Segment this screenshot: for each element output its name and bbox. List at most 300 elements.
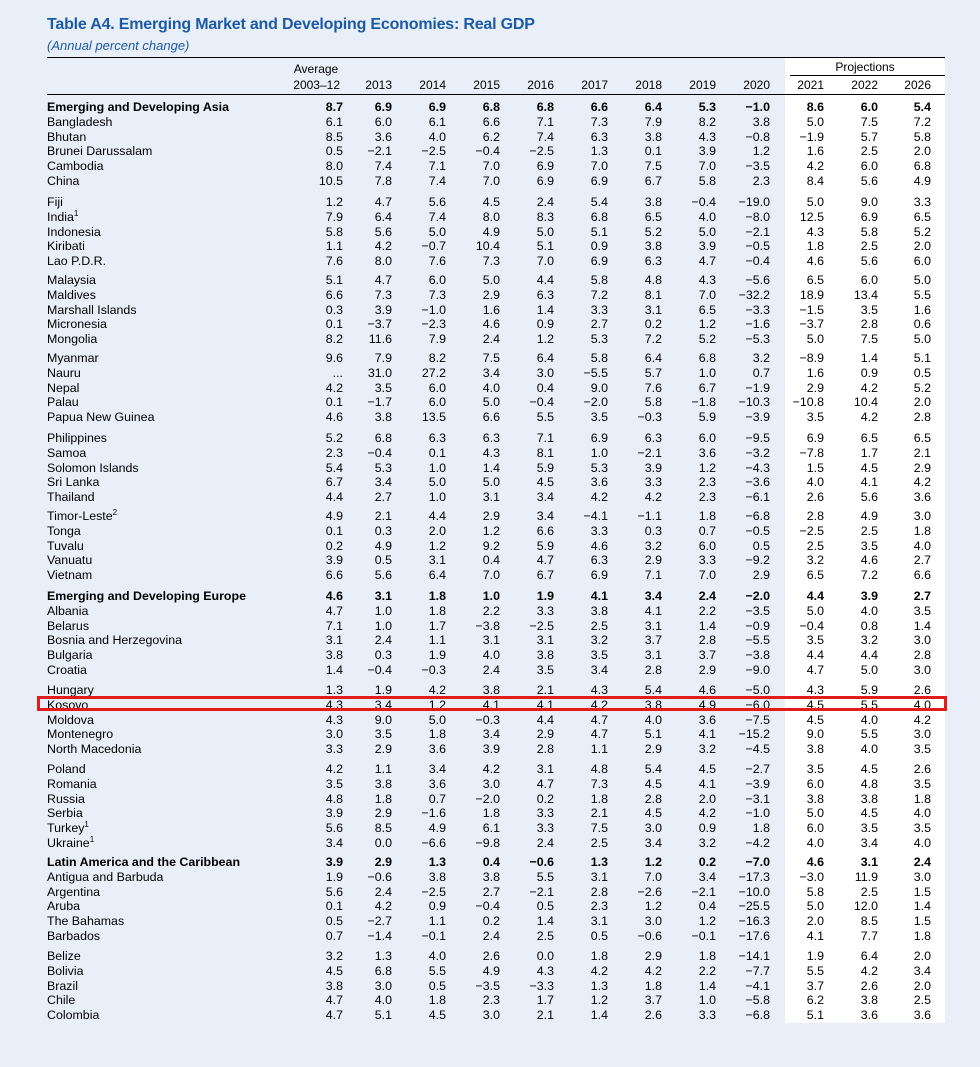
country-label: Kosovo <box>47 697 89 712</box>
value-cell: 4.1 <box>590 589 608 603</box>
value-cell: 4.6 <box>325 589 343 603</box>
value-cell: 1.9 <box>374 683 392 697</box>
value-cell: 0.8 <box>860 618 878 633</box>
value-cell: 6.8 <box>536 100 554 114</box>
value-cell: 4.3 <box>590 683 608 697</box>
value-cell: 7.5 <box>590 821 608 836</box>
value-cell: 8.5 <box>374 821 392 836</box>
value-cell: 4.3 <box>325 712 343 727</box>
value-cell: 3.4 <box>374 697 392 712</box>
value-cell: 5.6 <box>860 490 878 505</box>
country-label: Argentina <box>47 884 101 899</box>
country-label: Thailand <box>47 490 95 505</box>
value-cell: 3.2 <box>590 633 608 648</box>
value-cell: 3.4 <box>325 836 343 850</box>
country-label: Tuvalu <box>47 538 84 553</box>
value-cell: −2.1 <box>637 445 662 460</box>
value-cell: 4.0 <box>698 209 716 224</box>
country-name <box>47 777 97 792</box>
value-cell: 7.5 <box>860 114 878 129</box>
value-cell: 3.8 <box>374 776 392 791</box>
value-cell: 2.9 <box>913 460 931 475</box>
value-cell: 6.7 <box>698 380 716 395</box>
table-row <box>0 446 980 461</box>
country-name <box>47 727 113 742</box>
value-cell: 2.6 <box>644 1008 662 1023</box>
value-cell: 4.6 <box>482 317 500 332</box>
value-cell: 5.6 <box>325 884 343 899</box>
value-cell: 4.7 <box>374 195 392 209</box>
value-cell: 1.4 <box>325 663 343 677</box>
value-cell: 7.4 <box>536 129 554 144</box>
value-cell: 5.6 <box>860 254 878 269</box>
value-cell: 1.3 <box>590 855 608 869</box>
value-cell: 3.5 <box>860 538 878 553</box>
value-cell: 1.4 <box>698 978 716 993</box>
value-cell: −3.7 <box>799 317 824 332</box>
value-cell: 0.5 <box>913 365 931 380</box>
value-cell: −1.8 <box>691 395 716 410</box>
value-cell: 4.1 <box>536 697 554 712</box>
country-name <box>47 855 240 870</box>
value-cell: 4.5 <box>482 195 500 209</box>
country-name <box>47 993 75 1008</box>
column-header: 2022 <box>851 78 878 92</box>
value-cell: 1.8 <box>590 791 608 806</box>
value-cell: 4.5 <box>860 460 878 475</box>
value-cell: 13.4 <box>853 287 878 302</box>
country-name <box>47 742 141 757</box>
value-cell: −0.4 <box>691 195 716 209</box>
value-cell: 5.0 <box>482 273 500 287</box>
value-cell: 7.0 <box>536 254 554 269</box>
value-cell: 1.9 <box>536 589 554 603</box>
value-cell: −1.5 <box>799 302 824 317</box>
table-row <box>0 144 980 159</box>
value-cell: −1.7 <box>367 395 392 410</box>
value-cell: 7.1 <box>536 114 554 129</box>
country-name <box>47 1008 99 1023</box>
value-cell: 4.9 <box>428 821 446 836</box>
value-cell: 8.1 <box>644 287 662 302</box>
country-name <box>47 964 84 979</box>
value-cell: 2.1 <box>374 509 392 523</box>
value-cell: −0.3 <box>637 410 662 425</box>
value-cell: 8.0 <box>325 159 343 174</box>
value-cell: −32.2 <box>738 287 770 302</box>
value-cell: 9.0 <box>806 727 824 742</box>
table-row <box>0 410 980 425</box>
value-cell: 3.4 <box>482 365 500 380</box>
value-cell: 2.8 <box>806 509 824 523</box>
value-cell: 5.8 <box>806 884 824 899</box>
country-name <box>47 174 79 189</box>
country-label: Serbia <box>47 806 83 821</box>
value-cell: 2.4 <box>913 855 931 869</box>
value-cell: −2.3 <box>421 317 446 332</box>
country-label: Philippines <box>47 431 107 445</box>
value-cell: 5.5 <box>860 727 878 742</box>
country-name <box>47 949 81 964</box>
value-cell: −2.5 <box>529 144 554 159</box>
value-cell: 10.4 <box>475 239 500 254</box>
value-cell: 4.1 <box>806 929 824 943</box>
value-cell: 4.6 <box>806 855 824 869</box>
value-cell: 6.6 <box>536 523 554 538</box>
table-row <box>0 303 980 318</box>
value-cell: 5.5 <box>536 869 554 884</box>
value-cell: 3.6 <box>698 712 716 727</box>
value-cell: 7.0 <box>698 159 716 174</box>
table-row <box>0 742 980 757</box>
value-cell: 2.8 <box>913 410 931 425</box>
value-cell: 3.8 <box>644 195 662 209</box>
value-cell: 1.4 <box>590 1008 608 1023</box>
value-cell: 4.2 <box>698 806 716 821</box>
value-cell: 3.2 <box>644 538 662 553</box>
value-cell: 4.2 <box>374 239 392 254</box>
value-cell: 5.4 <box>913 100 931 114</box>
value-cell: 3.8 <box>644 239 662 254</box>
value-cell: 5.3 <box>590 460 608 475</box>
value-cell: 4.8 <box>325 791 343 806</box>
value-cell: 31.0 <box>367 365 392 380</box>
country-name <box>47 159 103 174</box>
country-label: Nepal <box>47 380 80 395</box>
value-cell: 3.1 <box>325 633 343 648</box>
value-cell: 4.0 <box>860 603 878 618</box>
value-cell: 0.9 <box>428 899 446 914</box>
value-cell: 7.6 <box>325 254 343 269</box>
value-cell: 5.0 <box>913 273 931 287</box>
value-cell: 5.6 <box>374 568 392 583</box>
value-cell: 5.1 <box>913 351 931 365</box>
value-cell: 1.2 <box>644 855 662 869</box>
country-label: Bulgaria <box>47 648 93 663</box>
country-name <box>47 254 106 269</box>
value-cell: 6.9 <box>536 174 554 188</box>
value-cell: 3.3 <box>536 806 554 821</box>
value-cell: 2.3 <box>698 490 716 505</box>
value-cell: 5.2 <box>913 380 931 395</box>
table-row <box>0 568 980 583</box>
value-cell: −2.1 <box>367 144 392 159</box>
value-cell: −1.4 <box>367 929 392 943</box>
value-cell: −1.0 <box>745 100 770 114</box>
value-cell: 1.9 <box>325 869 343 884</box>
value-cell: −3.1 <box>745 791 770 806</box>
value-cell: 1.0 <box>698 365 716 380</box>
value-cell: −6.6 <box>421 836 446 850</box>
value-cell: 4.9 <box>698 697 716 712</box>
value-cell: 2.4 <box>536 195 554 209</box>
value-cell: 3.9 <box>860 589 878 603</box>
value-cell: 2.9 <box>482 509 500 523</box>
value-cell: 6.0 <box>428 273 446 287</box>
value-cell: 3.8 <box>428 869 446 884</box>
value-cell: −0.6 <box>637 929 662 943</box>
value-cell: −7.5 <box>745 712 770 727</box>
value-cell: 2.6 <box>806 490 824 505</box>
value-cell: 3.7 <box>698 648 716 663</box>
value-cell: 3.5 <box>374 380 392 395</box>
value-cell: 2.8 <box>536 742 554 757</box>
value-cell: 3.6 <box>428 742 446 757</box>
value-cell: 0.1 <box>325 395 343 410</box>
value-cell: −1.9 <box>799 129 824 144</box>
value-cell: 4.5 <box>644 776 662 791</box>
table-row <box>0 777 980 792</box>
country-label: Tonga <box>47 523 81 538</box>
country-label: Hungary <box>47 683 94 697</box>
value-cell: 1.0 <box>698 993 716 1008</box>
value-cell: 4.8 <box>644 273 662 287</box>
value-cell: 3.1 <box>644 648 662 663</box>
value-cell: 6.6 <box>913 568 931 583</box>
value-cell: 7.4 <box>374 159 392 174</box>
country-label: Emerging and Developing Europe <box>47 589 246 603</box>
value-cell: 3.5 <box>913 603 931 618</box>
value-cell: −0.1 <box>691 929 716 943</box>
value-cell: 4.9 <box>913 174 931 188</box>
country-label: Cambodia <box>47 159 104 174</box>
value-cell: 0.5 <box>752 538 770 553</box>
value-cell: 2.8 <box>698 633 716 648</box>
value-cell: 0.0 <box>536 949 554 963</box>
value-cell: 5.0 <box>860 663 878 677</box>
value-cell: 4.3 <box>698 129 716 144</box>
value-cell: 2.5 <box>590 618 608 633</box>
value-cell: −4.1 <box>745 978 770 993</box>
table-row <box>0 174 980 189</box>
value-cell: −25.5 <box>738 899 770 914</box>
value-cell: 1.0 <box>428 490 446 505</box>
value-cell: −10.3 <box>738 395 770 410</box>
value-cell: −0.6 <box>367 869 392 884</box>
value-cell: 3.3 <box>536 603 554 618</box>
value-cell: −15.2 <box>738 727 770 742</box>
value-cell: 1.5 <box>806 460 824 475</box>
table-row <box>0 604 980 619</box>
country-name <box>47 792 85 807</box>
value-cell: 4.9 <box>482 963 500 978</box>
value-cell: 6.0 <box>698 538 716 553</box>
country-label: Palau <box>47 395 79 410</box>
column-header: 2014 <box>419 78 446 92</box>
value-cell: 2.2 <box>698 603 716 618</box>
country-label: Ukraine <box>47 836 90 850</box>
value-cell: 5.5 <box>536 410 554 425</box>
value-cell: 1.0 <box>482 589 500 603</box>
country-name <box>47 633 182 648</box>
value-cell: 7.0 <box>698 287 716 302</box>
value-cell: −9.5 <box>745 431 770 445</box>
value-cell: 4.6 <box>590 538 608 553</box>
value-cell: −2.5 <box>799 523 824 538</box>
table-row <box>0 225 980 240</box>
value-cell: 0.0 <box>374 836 392 850</box>
value-cell: 6.8 <box>374 963 392 978</box>
country-name <box>47 619 89 634</box>
value-cell: 9.0 <box>374 712 392 727</box>
table-row <box>0 115 980 130</box>
value-cell: 3.8 <box>482 869 500 884</box>
value-cell: 6.4 <box>644 351 662 365</box>
footnote-marker: 2 <box>112 507 118 517</box>
value-cell: −3.8 <box>745 648 770 663</box>
value-cell: 6.6 <box>325 287 343 302</box>
value-cell: 5.1 <box>325 273 343 287</box>
country-label: The Bahamas <box>47 914 125 929</box>
value-cell: 1.4 <box>698 618 716 633</box>
value-cell: 4.6 <box>698 683 716 697</box>
table-row <box>0 979 980 994</box>
value-cell: 1.6 <box>913 302 931 317</box>
value-cell: 2.0 <box>428 523 446 538</box>
value-cell: 3.2 <box>698 742 716 757</box>
value-cell: 6.6 <box>325 568 343 583</box>
value-cell: 3.0 <box>536 365 554 380</box>
country-label: Emerging and Developing Asia <box>47 100 229 114</box>
value-cell: 3.9 <box>698 239 716 254</box>
value-cell: 0.4 <box>482 553 500 568</box>
value-cell: 5.6 <box>428 195 446 209</box>
value-cell: −5.5 <box>745 633 770 648</box>
value-cell: 0.2 <box>482 914 500 929</box>
table-row <box>0 762 980 777</box>
value-cell: 3.3 <box>644 475 662 490</box>
value-cell: 1.2 <box>698 914 716 929</box>
value-cell: ... <box>332 365 343 380</box>
value-cell: −3.8 <box>475 618 500 633</box>
value-cell: 2.8 <box>644 663 662 677</box>
value-cell: 4.3 <box>536 963 554 978</box>
value-cell: 3.0 <box>325 727 343 742</box>
column-header: 2017 <box>581 78 608 92</box>
value-cell: 1.5 <box>913 884 931 899</box>
table-row <box>0 727 980 742</box>
value-cell: −6.0 <box>745 697 770 712</box>
value-cell: 3.3 <box>698 553 716 568</box>
country-name <box>47 144 152 159</box>
value-cell: 0.3 <box>374 648 392 663</box>
value-cell: 4.2 <box>644 490 662 505</box>
value-cell: 1.1 <box>325 239 343 254</box>
value-cell: 2.4 <box>374 633 392 648</box>
value-cell: 2.0 <box>913 978 931 993</box>
value-cell: −6.1 <box>745 490 770 505</box>
country-name <box>47 589 246 604</box>
value-cell: 0.1 <box>325 317 343 332</box>
value-cell: 0.2 <box>698 855 716 869</box>
table-row <box>0 914 980 929</box>
value-cell: 0.5 <box>325 914 343 929</box>
value-cell: 3.1 <box>482 490 500 505</box>
value-cell: 6.9 <box>806 431 824 445</box>
value-cell: 3.4 <box>374 475 392 490</box>
value-cell: 3.2 <box>860 633 878 648</box>
value-cell: 3.9 <box>374 302 392 317</box>
country-name <box>47 317 107 332</box>
value-cell: 3.3 <box>590 302 608 317</box>
value-cell: 7.3 <box>590 114 608 129</box>
value-cell: 3.0 <box>913 663 931 677</box>
value-cell: 2.4 <box>698 589 716 603</box>
country-label: India <box>47 209 74 224</box>
value-cell: 3.5 <box>325 776 343 791</box>
value-cell: −19.0 <box>738 195 770 209</box>
value-cell: 1.8 <box>698 509 716 523</box>
value-cell: 6.5 <box>644 209 662 224</box>
value-cell: 3.5 <box>860 821 878 836</box>
value-cell: 4.4 <box>325 490 343 505</box>
value-cell: 7.1 <box>428 159 446 174</box>
value-cell: 5.3 <box>698 100 716 114</box>
value-cell: 3.8 <box>860 993 878 1008</box>
value-cell: −10.0 <box>738 884 770 899</box>
value-cell: 7.3 <box>482 254 500 269</box>
value-cell: 2.4 <box>482 929 500 943</box>
value-cell: 0.6 <box>913 317 931 332</box>
value-cell: 7.2 <box>913 114 931 129</box>
country-name <box>47 553 92 568</box>
value-cell: 2.3 <box>698 475 716 490</box>
value-cell: 5.9 <box>860 683 878 697</box>
value-cell: 7.2 <box>644 332 662 347</box>
value-cell: −2.1 <box>691 884 716 899</box>
country-name <box>47 461 139 476</box>
table-row <box>0 366 980 381</box>
value-cell: 2.0 <box>913 239 931 254</box>
country-label: Antigua and Barbuda <box>47 869 164 884</box>
value-cell: 9.2 <box>482 538 500 553</box>
value-cell: −0.4 <box>367 663 392 677</box>
value-cell: −3.7 <box>367 317 392 332</box>
table-row <box>0 351 980 366</box>
country-label: Aruba <box>47 899 81 914</box>
value-cell: 7.3 <box>590 776 608 791</box>
value-cell: 5.4 <box>644 683 662 697</box>
value-cell: 3.0 <box>913 727 931 742</box>
value-cell: 5.7 <box>644 365 662 380</box>
value-cell: 6.0 <box>428 395 446 410</box>
value-cell: 1.8 <box>482 806 500 821</box>
country-name <box>47 303 137 318</box>
value-cell: 6.0 <box>913 254 931 269</box>
value-cell: 3.0 <box>482 776 500 791</box>
value-cell: −3.3 <box>529 978 554 993</box>
value-cell: 1.4 <box>536 914 554 929</box>
value-cell: 4.7 <box>590 727 608 742</box>
value-cell: 2.4 <box>482 663 500 677</box>
value-cell: 5.3 <box>374 460 392 475</box>
value-cell: 3.4 <box>913 963 931 978</box>
value-cell: 4.0 <box>860 712 878 727</box>
value-cell: 2.5 <box>860 239 878 254</box>
value-cell: 4.0 <box>482 380 500 395</box>
value-cell: 4.6 <box>806 254 824 269</box>
value-cell: 4.0 <box>806 836 824 850</box>
value-cell: 1.8 <box>913 929 931 943</box>
value-cell: 5.8 <box>913 129 931 144</box>
value-cell: 4.3 <box>698 273 716 287</box>
value-cell: 8.2 <box>698 114 716 129</box>
value-cell: 4.1 <box>698 776 716 791</box>
value-cell: 1.4 <box>913 899 931 914</box>
value-cell: −0.3 <box>475 712 500 727</box>
country-label: Timor-Leste <box>47 509 113 523</box>
value-cell: 0.4 <box>482 855 500 869</box>
